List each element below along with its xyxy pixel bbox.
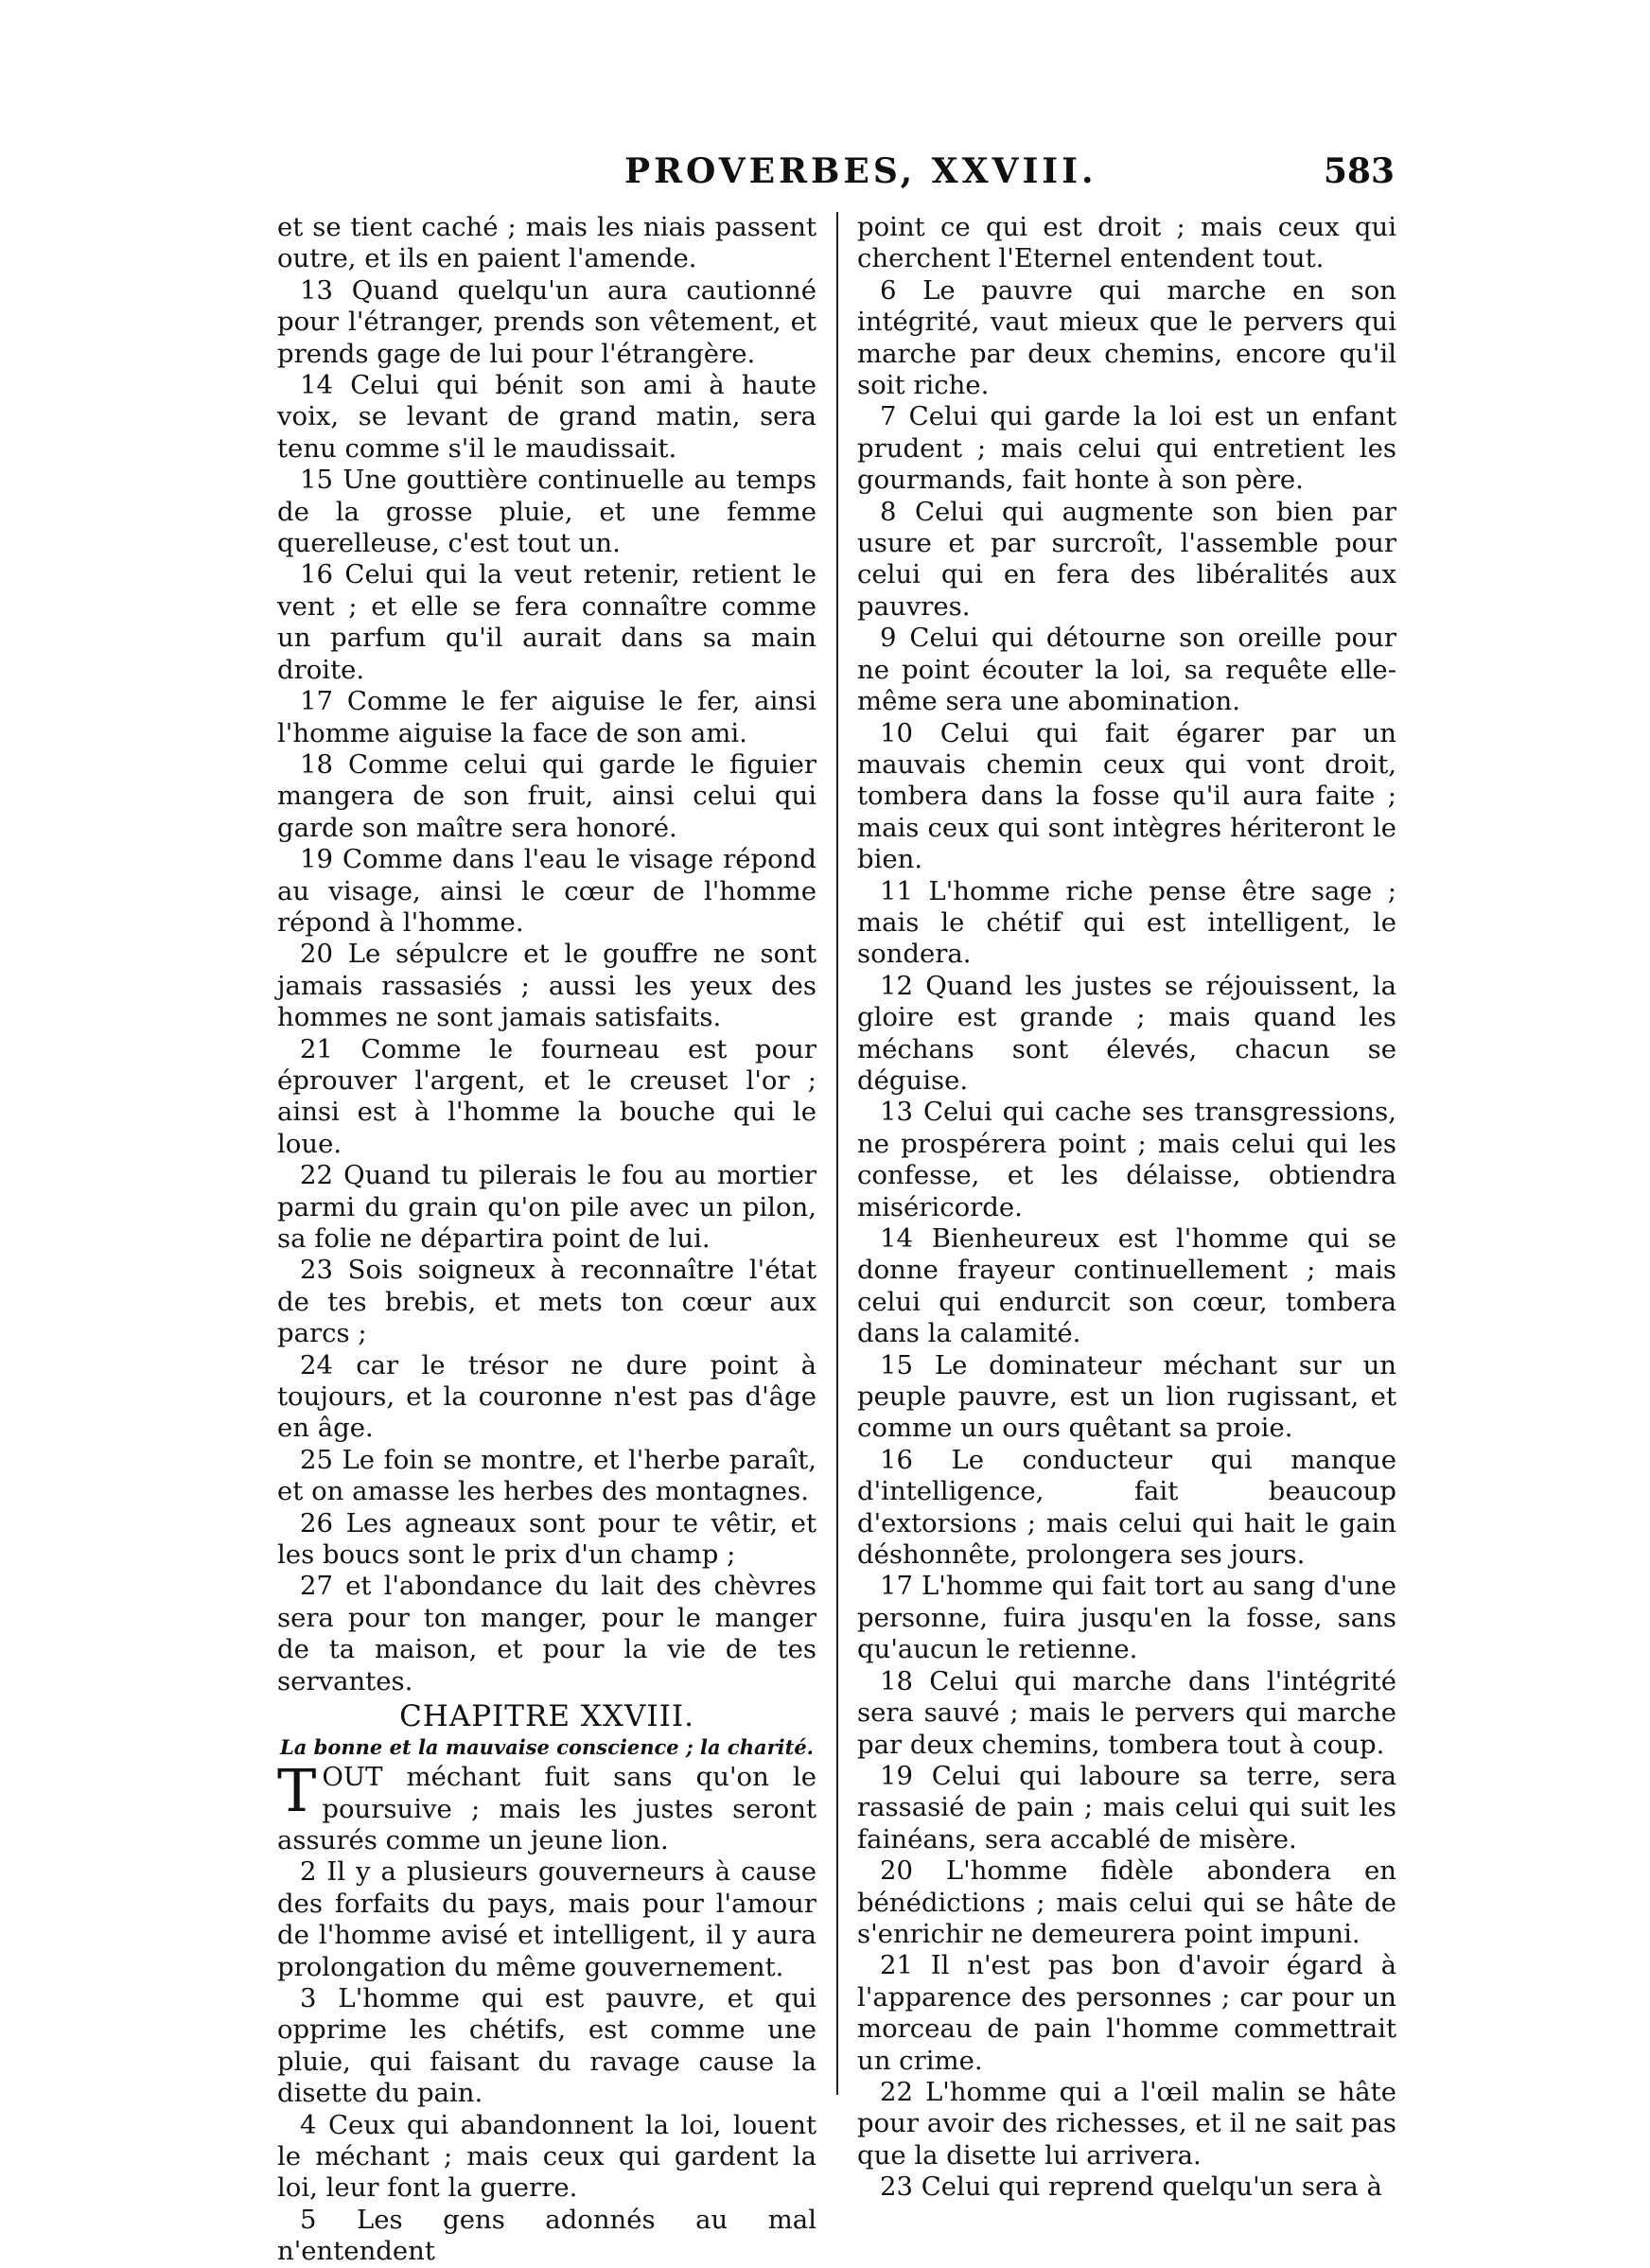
verse-paragraph: 21 Il n'est pas bon d'avoir égard à l'apparence des personnes ; car pour un morceau de pain l'homme commettrait un crime. [857,1950,1396,2076]
verse-paragraph: 14 Celui qui bénit son ami à haute voix, se levant de grand matin, sera tenu comme s'il le maudissait. [277,370,816,464]
verse-paragraph: 24 car le trésor ne dure point à toujours, et la couronne n'est pas d'âge en âge. [277,1349,816,1444]
verse-paragraph: 9 Celui qui détourne son oreille pour ne point écouter la loi, sa requête elle-même sera une abomination. [857,623,1396,717]
verse-paragraph: 25 Le foin se montre, et l'herbe paraît, et on amasse les herbes des montagnes. [277,1444,816,1507]
chapter-summary: La bonne et la mauvaise conscience ; la charité. [280,1735,814,1760]
verse-paragraph: 12 Quand les justes se réjouissent, la gloire est grande ; mais quand les méchans sont élevés, chacun se déguise. [857,970,1396,1096]
verse-paragraph: 11 L'homme riche pense être sage ; mais le chétif qui est intelligent, le sondera. [857,875,1396,970]
verse-paragraph: 18 Comme celui qui garde le figuier mangera de son fruit, ainsi celui qui garde son maître sera honoré. [277,748,816,843]
chapter-first-verse [277,1756,816,1856]
verse-paragraph: 26 Les agneaux sont pour te vêtir, et les boucs sont le prix d'un champ ; [277,1507,816,1571]
verse-paragraph: point ce qui est droit ; mais ceux qui cherchent l'Eternel entendent tout. [857,212,1396,274]
verse-paragraph: 17 Comme le fer aiguise le fer, ainsi l'homme aiguise la face de son ami. [277,686,816,748]
verse-paragraph: et se tient caché ; mais les niais passent outre, et ils en paient l'amende. [277,212,816,274]
verse-paragraph: 15 Le dominateur méchant sur un peuple pauvre, est un lion rugissant, et comme un ours quêtant sa proie. [857,1349,1396,1444]
verse-paragraph: 27 et l'abondance du lait des chèvres sera pour ton manger, pour le manger de ta maison, et pour la vie de tes servantes. [277,1571,816,1697]
verse-paragraph: 16 Le conducteur qui manque d'intelligence, fait beaucoup d'extorsions ; mais celui qui hait le gain déshonnête, prolongera ses jours. [857,1444,1396,1571]
verse-paragraph: 10 Celui qui fait égarer par un mauvais chemin ceux qui vont droit, tombera dans la fosse qu'il aura faite ; mais ceux qui sont intègres hériteront le bien. [857,717,1396,875]
verse-paragraph: 13 Quand quelqu'un aura cautionné pour l'étranger, prends son vêtement, et prends gage de lui pour l'étrangère. [277,274,816,369]
right-column [857,212,1396,2204]
page-number: 583 [1323,151,1395,191]
verse-paragraph: 5 Les gens adonnés au mal n'entendent [277,2204,816,2267]
verse-paragraph: 15 Une gouttière continuelle au temps de la grosse pluie, et une femme querelleuse, c'est tout un. [277,465,816,559]
page-header [0,151,1650,195]
verse-paragraph: 13 Celui qui cache ses transgressions, ne prospérera point ; mais celui qui les confesse, et les délaisse, obtiendra miséricorde. [857,1097,1396,1222]
verse-paragraph: 20 L'homme fidèle abondera en bénédictions ; mais celui qui se hâte de s'enrichir ne demeurera point impuni. [857,1855,1396,1949]
chapter-title: CHAPITRE XXVIII. [399,1699,694,1734]
verse-paragraph: 4 Ceux qui abandonnent la loi, louent le méchant ; mais ceux qui gardent la loi, leur font la guerre. [277,2109,816,2204]
drop-cap: T [277,1756,317,1826]
verse-paragraph: 2 Il y a plusieurs gouverneurs à cause des forfaits du pays, mais pour l'amour de l'homme avisé et intelligent, il y aura prolongation du même gouvernement. [277,1856,816,1982]
verse-paragraph: 6 Le pauvre qui marche en son intégrité, vaut mieux que le pervers qui marche par deux chemins, encore qu'il soit riche. [857,274,1396,401]
verse-paragraph: 19 Celui qui laboure sa terre, sera rassasié de pain ; mais celui qui suit les fainéans, sera accablé de misère. [857,1760,1396,1855]
verse-paragraph: 14 Bienheureux est l'homme qui se donne frayeur continuellement ; mais celui qui endurcit son cœur, tombera dans la calamité. [857,1223,1396,1349]
running-title: PROVERBES, XXVIII. [624,151,1097,191]
verse-paragraph: 17 L'homme qui fait tort au sang d'une personne, fuira jusqu'en la fosse, sans qu'aucun le retienne. [857,1571,1396,1665]
verse-paragraph: 23 Sois soigneux à reconnaître l'état de tes brebis, et mets ton cœur aux parcs ; [277,1255,816,1349]
verse-paragraph: 19 Comme dans l'eau le visage répond au visage, ainsi le cœur de l'homme répond à l'homme. [277,844,816,938]
first-verse-text: OUT méchant fuit sans qu'on le poursuive ; mais les justes seront assurés comme un jeune lion. [277,1762,816,1855]
column-divider [836,212,838,2095]
verse-paragraph: 16 Celui qui la veut retenir, retient le vent ; et elle se fera connaître comme un parfum qu'il aurait dans sa main droite. [277,559,816,685]
left-column [277,212,816,2268]
verse-paragraph: 7 Celui qui garde la loi est un enfant prudent ; mais celui qui entretient les gourmands, fait honte à son père. [857,401,1396,496]
verse-paragraph: 22 L'homme qui a l'œil malin se hâte pour avoir des richesses, et il ne sait pas que la disette lui arrivera. [857,2076,1396,2171]
verse-paragraph: 3 L'homme qui est pauvre, et qui opprime les chétifs, est comme une pluie, qui faisant du ravage cause la disette du pain. [277,1982,816,2109]
verse-paragraph: 21 Comme le fourneau est pour éprouver l'argent, et le creuset l'or ; ainsi est à l'homme la bouche qui le loue. [277,1033,816,1159]
verse-paragraph: 20 Le sépulcre et le gouffre ne sont jamais rassasiés ; aussi les yeux des hommes ne sont jamais satisfaits. [277,939,816,1033]
verse-paragraph: 22 Quand tu pilerais le fou au mortier parmi du grain qu'on pile avec un pilon, sa folie ne départira point de lui. [277,1160,816,1254]
verse-paragraph: 8 Celui qui augmente son bien par usure et par surcroît, l'assemble pour celui qui en fera des libéralités aux pauvres. [857,496,1396,622]
verse-paragraph: 23 Celui qui reprend quelqu'un sera à [880,2171,1382,2203]
verse-paragraph: 18 Celui qui marche dans l'intégrité sera sauvé ; mais le pervers qui marche par deux chemins, tombera tout à coup. [857,1665,1396,1760]
